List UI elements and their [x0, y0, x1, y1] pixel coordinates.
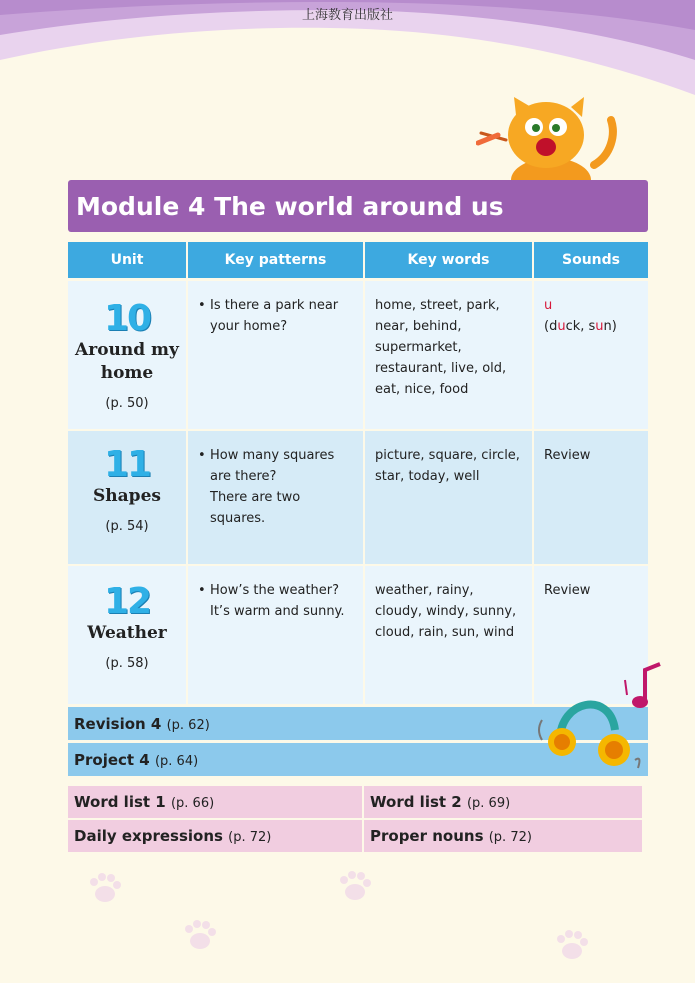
unit-name: home: [100, 363, 154, 383]
unit-cell-11: [68, 431, 186, 564]
word-line: restaurant, live, old,: [375, 361, 507, 376]
unit-number: 12: [103, 581, 151, 622]
word-line: cloudy, windy, sunny,: [375, 604, 517, 619]
pattern-line: How many squares: [210, 448, 335, 463]
paw-print-icon: [552, 925, 592, 965]
proper-nouns-page: (p. 72): [488, 830, 532, 845]
unit-page: (p. 58): [105, 656, 149, 671]
project-label: Project 4: [74, 751, 150, 769]
sounds-cell-10: [534, 281, 648, 429]
cat-mascot-icon: [476, 95, 626, 190]
key-patterns-cell-11: [188, 431, 363, 564]
key-patterns-cell-10: [188, 281, 363, 429]
sounds-cell-11: [534, 431, 648, 564]
pattern-line: Is there a park near: [210, 298, 339, 313]
word-list-1-label: Word list 1: [74, 793, 166, 811]
proper-nouns-label: Proper nouns: [370, 827, 484, 845]
daily-expressions-row: [68, 820, 362, 852]
unit-cell-12: [68, 566, 186, 704]
word-line: weather, rainy,: [375, 583, 474, 598]
unit-page: (p. 50): [105, 396, 149, 411]
unit-number: 10: [103, 298, 151, 339]
paw-print-icon: [335, 866, 375, 906]
pattern-line: are there?: [210, 469, 277, 484]
revision-page: (p. 62): [166, 718, 210, 733]
word-line: supermarket,: [375, 340, 462, 355]
proper-nouns-row: [364, 820, 642, 852]
bullet-icon: •: [198, 298, 206, 313]
word-line: star, today, well: [375, 469, 480, 484]
sound-letter: u: [544, 298, 553, 313]
word-line: picture, square, circle,: [375, 448, 520, 463]
unit-name: Weather: [87, 623, 167, 643]
key-patterns-cell-12: [188, 566, 363, 704]
unit-name: Shapes: [93, 486, 161, 506]
bullet-icon: •: [198, 583, 206, 598]
word-list-2-label: Word list 2: [370, 793, 462, 811]
unit-cell-10: [68, 281, 186, 429]
word-list-2-page: (p. 69): [466, 796, 511, 811]
pattern-line: There are two: [210, 490, 301, 505]
word-line: home, street, park,: [375, 298, 500, 313]
word-line: eat, nice, food: [375, 382, 469, 397]
daily-expressions-page: (p. 72): [228, 830, 272, 845]
key-words-cell-10: [365, 281, 532, 429]
word-line: cloud, rain, sun, wind: [375, 625, 515, 640]
unit-number: 11: [103, 444, 151, 485]
key-words-cell-12: [365, 566, 532, 704]
unit-name: Around my: [75, 340, 179, 360]
header-key-words: Key words: [365, 242, 532, 278]
sound-review: Review: [544, 583, 591, 598]
sound-review: Review: [544, 448, 591, 463]
paw-print-icon: [180, 915, 220, 955]
daily-expressions-label: Daily expressions: [74, 827, 223, 845]
word-line: near, behind,: [375, 319, 462, 334]
header-key-patterns: Key patterns: [188, 242, 363, 278]
word-list-1-row: [68, 786, 362, 818]
bullet-icon: •: [198, 448, 206, 463]
module-title: Module 4 The world around us: [68, 180, 648, 232]
unit-page: (p. 54): [105, 519, 149, 534]
headphones-icon: [530, 660, 665, 775]
key-words-cell-11: [365, 431, 532, 564]
word-list-2-row: [364, 786, 642, 818]
project-page: (p. 64): [154, 754, 199, 769]
pattern-line: How’s the weather?: [210, 583, 340, 598]
header-unit: Unit: [68, 242, 186, 278]
pattern-line: It’s warm and sunny.: [210, 604, 345, 619]
sound-examples: (duck, sun): [544, 319, 617, 334]
paw-print-icon: [85, 868, 125, 908]
header-sounds: Sounds: [534, 242, 648, 278]
revision-label: Revision 4: [74, 715, 162, 733]
publisher-name: 上海教育出版社: [301, 8, 393, 23]
word-list-1-page: (p. 66): [170, 796, 215, 811]
pattern-line: your home?: [210, 319, 288, 334]
pattern-line: squares.: [210, 511, 266, 526]
